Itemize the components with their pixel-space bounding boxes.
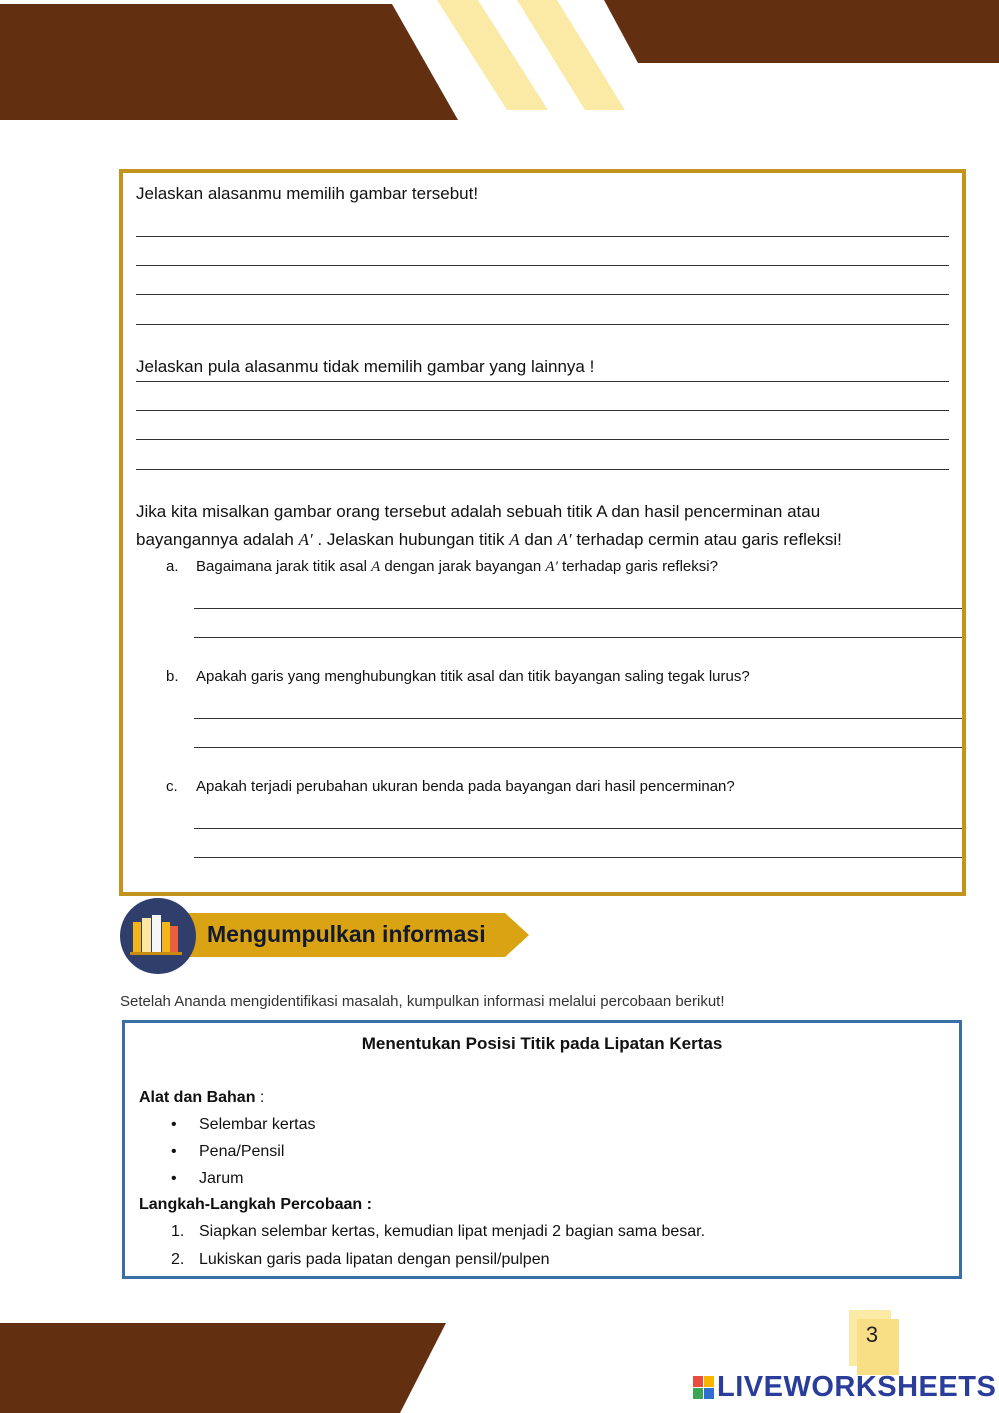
- a-prime: A′: [557, 530, 572, 549]
- question-1: Jelaskan alasanmu memilih gambar tersebut!: [136, 184, 479, 203]
- answer-line[interactable]: [136, 324, 949, 325]
- liveworksheets-logo-icon: [693, 1376, 715, 1400]
- answer-line[interactable]: [136, 294, 949, 295]
- answer-line[interactable]: [194, 608, 962, 609]
- answer-line[interactable]: [194, 637, 962, 638]
- header-decoration: [0, 0, 999, 125]
- answer-line[interactable]: [136, 410, 949, 411]
- experiment-title: Menentukan Posisi Titik pada Lipatan Kertas: [361, 1034, 723, 1053]
- answer-line[interactable]: [136, 469, 949, 470]
- answer-line[interactable]: [194, 718, 962, 719]
- liveworksheets-logo[interactable]: LIVEWORKSHEETS: [693, 1375, 993, 1405]
- answer-line[interactable]: [136, 236, 949, 237]
- footer-decoration: [0, 1320, 450, 1413]
- question-3: [136, 498, 842, 554]
- instruction-text: Setelah Ananda mengidentifikasi masalah, kumpulkan informasi melalui percobaan berikut!: [120, 993, 725, 1010]
- page-number: 3: [865, 1322, 879, 1347]
- question-3-line-1: Jika kita misalkan gambar orang tersebut adalah sebuah titik A dan hasil pencerminan atau: [136, 502, 821, 521]
- question-3-line-2: bayangannya adalah A′ . Jelaskan hubungan titik A dan A′ terhadap cermin atau garis refleksi!: [136, 530, 842, 549]
- answer-line[interactable]: [194, 747, 962, 748]
- section-banner-title: Mengumpulkan informasi: [207, 921, 486, 947]
- question-2: Jelaskan pula alasanmu tidak memilih gambar yang lainnya !: [136, 357, 595, 376]
- materials-label: Alat dan Bahan :: [139, 1089, 265, 1106]
- answer-line[interactable]: [136, 381, 949, 382]
- answer-line[interactable]: [136, 439, 949, 440]
- steps-label: Langkah-Langkah Percobaan :: [139, 1196, 372, 1213]
- a-prime: A′: [298, 530, 313, 549]
- experiment-box: Menentukan Posisi Titik pada Lipatan Kertas Alat dan Bahan : • Selembar kertas • Pena/Pensil • Jarum Langkah-Langkah Percobaan : 1. Siapkan selembar kertas, kemudian lipat menjadi 2 bagian sama besar. 2. Lukiskan garis pada lipatan dengan pensil/pulpen: [122, 1020, 962, 1279]
- answer-line[interactable]: [136, 265, 949, 266]
- a-symbol: A: [509, 530, 520, 549]
- question-box: Jelaskan alasanmu memilih gambar tersebut! Jelaskan pula alasanmu tidak memilih gambar yang lainnya ! Jika kita misalkan gambar orang tersebut adalah sebuah titik A dan hasil pencerminan atau bayangannya adalah A′ . Jelaskan hubungan titik A dan A′ terhadap cermin atau garis refleksi! a. Bagaimana jarak titik asal A dengan jarak bayangan A′ terhadap garis refleksi? b. Apakah garis yang menghubungkan titik asal dan titik bayangan saling tegak lurus? c. Apakah terjadi perubahan ukuran benda pada bayangan dari hasil pencerminan?: [119, 169, 966, 896]
- answer-line[interactable]: [194, 857, 962, 858]
- answer-line[interactable]: [194, 828, 962, 829]
